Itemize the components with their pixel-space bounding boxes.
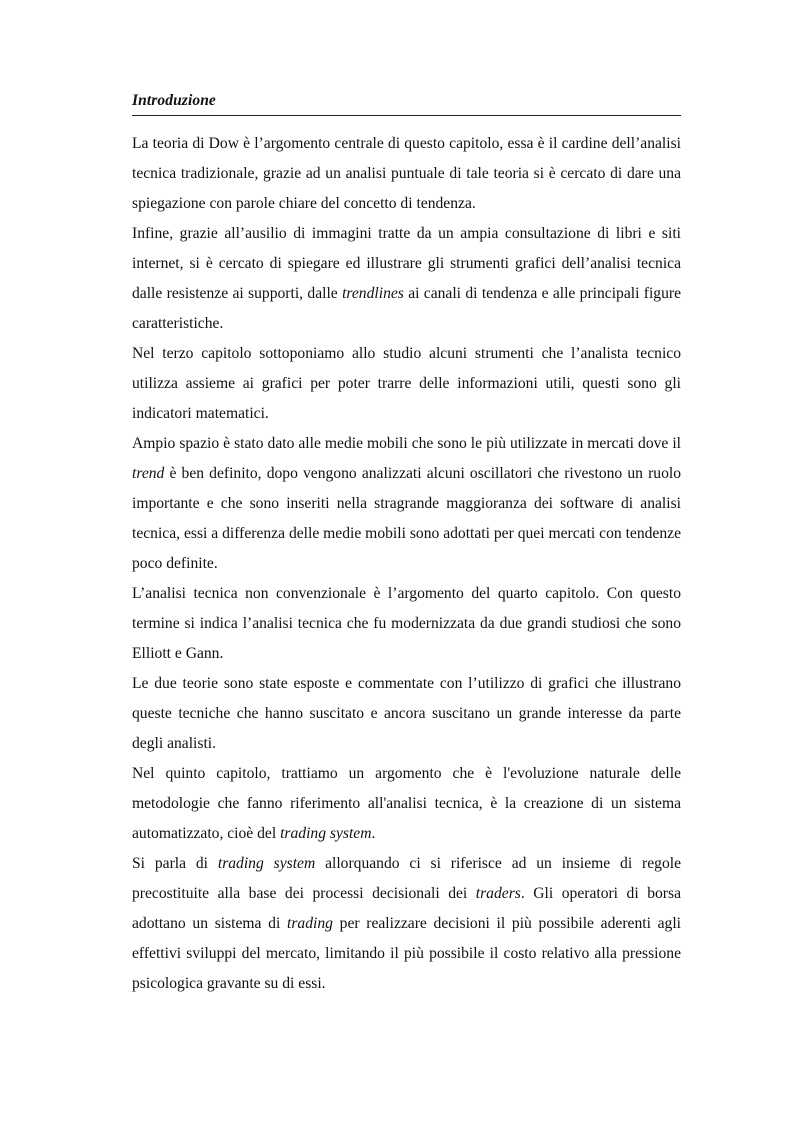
paragraph (132, 579, 681, 669)
body-text (132, 129, 681, 999)
text-run: Si parla di (132, 855, 218, 872)
document-page (132, 88, 681, 999)
paragraph (132, 669, 681, 759)
text-run: L’analisi tecnica non convenzionale è l’argomento del quarto capitolo. Con questo termine si indica l’analisi tecnica che fu modernizzata da due grandi studiosi che sono Elliott e Gann. (132, 585, 681, 662)
page-header (132, 88, 681, 116)
text-run: ai canali di tendenza e alle principali figure caratteristiche. (132, 285, 682, 332)
italic-term: trendlines (342, 285, 404, 302)
italic-term: traders (475, 885, 521, 902)
text-run: Le due teorie sono state esposte e commentate con l’utilizzo di grafici che illustrano queste tecniche che hanno suscitato e ancora suscitano un grande interesse da parte degli analisti. (132, 675, 681, 752)
italic-term: trading (287, 915, 333, 932)
paragraph (132, 129, 681, 219)
paragraph (132, 219, 681, 339)
paragraph (132, 849, 681, 999)
paragraph (132, 759, 681, 849)
paragraph (132, 429, 681, 579)
italic-term: trend (132, 465, 165, 482)
text-run: è ben definito, dopo vengono analizzati alcuni oscillatori che rivestono un ruolo importante e che sono inseriti nella stragrande maggioranza dei software di analisi tecnica, essi a differenza delle medie mobili sono adottati per quei mercati con tendenze poco definite. (132, 465, 681, 572)
italic-term: trading system (280, 825, 372, 842)
text-run: per realizzare decisioni il più possibile aderenti agli effettivi sviluppi del mercato, limitando il più possibile il costo relativo alla pressione psicologica gravante su di essi. (132, 915, 681, 992)
text-run: Ampio spazio è stato dato alle medie mobili che sono le più utilizzate in mercati dove il (132, 435, 681, 452)
paragraph (132, 339, 681, 429)
text-run: . (371, 825, 376, 842)
text-run: allorquando ci si riferisce ad un insieme di regole precostituite alla base dei processi decisionali dei (132, 855, 681, 902)
text-run: Nel quinto capitolo, trattiamo un argomento che è l'evoluzione naturale delle metodologie che fanno riferimento all'analisi tecnica, è la creazione di un sistema automatizzato, cioè del (132, 765, 681, 842)
italic-term: trading system (217, 855, 316, 872)
text-run: Infine, grazie all’ausilio di immagini tratte da un ampia consultazione di libri e siti internet, si è cercato di spiegare ed illustrare gli strumenti grafici dell’analisi tecnica dalle resistenze ai supporti, dalle (132, 225, 681, 302)
text-run: La teoria di Dow è l’argomento centrale di questo capitolo, essa è il cardine dell’analisi tecnica tradizionale, grazie ad un analisi puntuale di tale teoria si è cercato di dare una spiegazione con parole chiare del concetto di tendenza. (132, 135, 681, 212)
page-title: Introduzione (132, 92, 216, 109)
text-run: Nel terzo capitolo sottoponiamo allo studio alcuni strumenti che l’analista tecnico utilizza assieme ai grafici per poter trarre delle informazioni utili, questi sono gli indicatori matematici. (132, 345, 681, 422)
text-run: . Gli operatori di borsa adottano un sistema di (132, 885, 681, 932)
